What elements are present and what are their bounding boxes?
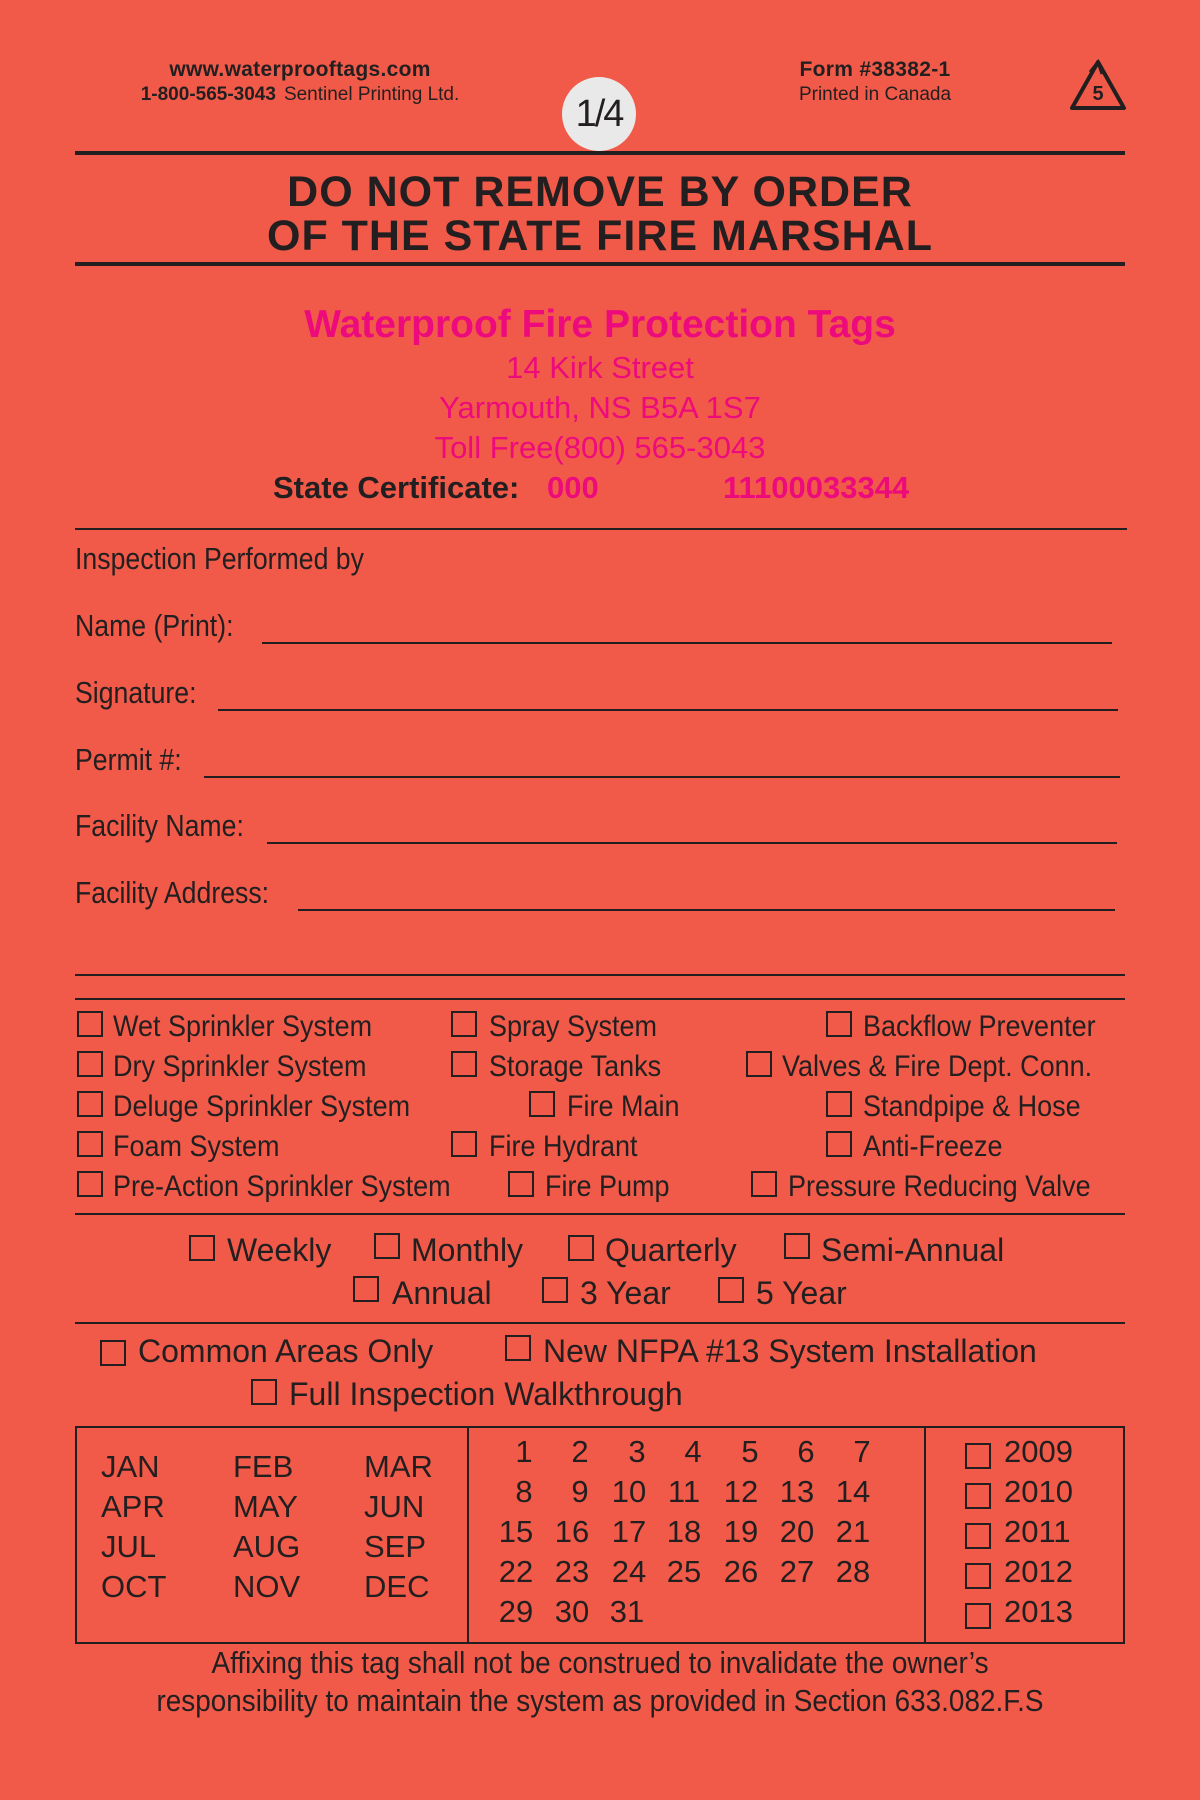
facility-name-field[interactable] — [267, 842, 1117, 844]
day-cell[interactable]: 23 — [554, 1554, 590, 1589]
day-cell[interactable]: 5 — [741, 1434, 759, 1469]
day-cell[interactable]: 26 — [723, 1554, 759, 1589]
label-3-year: 3 Year — [580, 1275, 671, 1311]
day-cell[interactable]: 1 — [515, 1434, 533, 1469]
permit-label: Permit #: — [75, 742, 182, 777]
cert-code: 000 — [547, 470, 599, 505]
label-year-2010: 2010 — [1004, 1474, 1073, 1509]
day-cell[interactable]: 28 — [835, 1554, 871, 1589]
checkbox-full-walkthrough[interactable] — [251, 1379, 277, 1405]
month-cell[interactable]: MAY — [233, 1489, 298, 1524]
checkbox-year-2009[interactable] — [965, 1443, 991, 1469]
checkbox-fire-hydrant[interactable] — [451, 1131, 477, 1157]
checkbox-new-nfpa13[interactable] — [505, 1335, 531, 1361]
day-cell[interactable]: 3 — [628, 1434, 646, 1469]
month-cell[interactable]: DEC — [364, 1569, 430, 1604]
day-cell[interactable]: 29 — [498, 1594, 534, 1629]
checkbox-dry-sprinkler[interactable] — [77, 1051, 103, 1077]
day-cell[interactable]: 6 — [797, 1434, 815, 1469]
label-year-2009: 2009 — [1004, 1434, 1073, 1469]
checkbox-semi-annual[interactable] — [784, 1233, 810, 1259]
checkbox-quarterly[interactable] — [568, 1235, 594, 1261]
checkbox-foam-system[interactable] — [77, 1131, 103, 1157]
form-info — [700, 58, 1050, 106]
facility-address-field[interactable] — [298, 909, 1115, 911]
label-new-nfpa13: New NFPA #13 System Installation — [543, 1333, 1037, 1369]
month-cell[interactable]: JUN — [364, 1489, 425, 1524]
month-cell[interactable]: SEP — [364, 1529, 427, 1564]
disclaimer-line1: Affixing this tag shall not be construed to invalidate the owner’s — [211, 1645, 989, 1680]
label-anti-freeze: Anti-Freeze — [863, 1130, 1003, 1163]
label-wet-sprinkler: Wet Sprinkler System — [113, 1010, 373, 1043]
checkbox-annual[interactable] — [353, 1276, 379, 1302]
frequency-top-rule — [75, 1213, 1125, 1215]
website-text: www.waterprooftags.com — [169, 58, 431, 81]
printer-name: Sentinel Printing Ltd. — [283, 84, 460, 105]
warning-title — [75, 170, 1125, 258]
legal-disclaimer — [60, 1644, 1140, 1720]
label-monthly: Monthly — [411, 1232, 524, 1268]
day-cell[interactable]: 25 — [666, 1554, 702, 1589]
disclaimer-line2: responsibility to maintain the system as provided in Section 633.082.F.S — [156, 1683, 1044, 1718]
label-backflow-preventer: Backflow Preventer — [863, 1010, 1096, 1043]
title-top-rule — [75, 151, 1125, 155]
label-spray-system: Spray System — [489, 1010, 658, 1043]
facility-address-field-line2[interactable] — [75, 974, 1125, 976]
month-cell[interactable]: JAN — [101, 1449, 160, 1484]
day-cell[interactable]: 20 — [779, 1514, 815, 1549]
day-cell[interactable]: 4 — [684, 1434, 702, 1469]
day-cell[interactable]: 15 — [498, 1514, 534, 1549]
checkbox-deluge-sprinkler[interactable] — [77, 1091, 103, 1117]
calendar-divider-2 — [924, 1426, 926, 1644]
company-name: Waterproof Fire Protection Tags — [304, 303, 896, 346]
day-cell[interactable]: 31 — [609, 1594, 645, 1629]
checkbox-valves-fire-dept[interactable] — [746, 1051, 772, 1077]
quarter-badge: 1/4 — [562, 77, 636, 151]
cert-label: State Certificate: — [273, 470, 520, 505]
month-cell[interactable]: OCT — [101, 1569, 167, 1604]
name-field[interactable] — [262, 642, 1112, 644]
label-fire-hydrant: Fire Hydrant — [489, 1130, 638, 1163]
name-label: Name (Print): — [75, 608, 234, 643]
month-cell[interactable]: NOV — [233, 1569, 301, 1604]
checkbox-weekly[interactable] — [189, 1235, 215, 1261]
label-standpipe-hose: Standpipe & Hose — [863, 1090, 1081, 1123]
phone-number: 1-800-565-3043 — [140, 84, 276, 105]
checkbox-year-2013[interactable] — [965, 1603, 991, 1629]
day-cell[interactable]: 12 — [723, 1474, 759, 1509]
label-valves-fire-dept: Valves & Fire Dept. Conn. — [782, 1050, 1093, 1083]
label-fire-pump: Fire Pump — [545, 1170, 670, 1203]
label-year-2013: 2013 — [1004, 1594, 1073, 1629]
printer-line — [0, 84, 600, 106]
label-storage-tanks: Storage Tanks — [489, 1050, 662, 1083]
permit-field[interactable] — [204, 776, 1120, 778]
signature-field[interactable] — [218, 709, 1118, 711]
checkbox-year-2010[interactable] — [965, 1483, 991, 1509]
printed-in-text: Printed in Canada — [798, 84, 952, 105]
checkbox-fire-pump[interactable] — [508, 1171, 534, 1197]
checkbox-standpipe-hose[interactable] — [826, 1091, 852, 1117]
label-year-2012: 2012 — [1004, 1554, 1073, 1589]
recycle-icon — [1068, 58, 1128, 114]
label-5-year: 5 Year — [756, 1275, 847, 1311]
printer-info — [0, 58, 600, 106]
day-cell[interactable]: 10 — [611, 1474, 647, 1509]
label-deluge-sprinkler: Deluge Sprinkler System — [113, 1090, 411, 1123]
facility-name-label: Facility Name: — [75, 808, 244, 843]
label-semi-annual: Semi-Annual — [821, 1232, 1005, 1268]
company-city: Yarmouth, NS B5A 1S7 — [439, 390, 761, 425]
month-cell[interactable]: AUG — [233, 1529, 301, 1564]
company-block — [0, 302, 1200, 468]
label-foam-system: Foam System — [113, 1130, 280, 1163]
inspection-heading: Inspection Performed by — [75, 541, 364, 576]
label-pressure-reducing-valve: Pressure Reducing Valve — [788, 1170, 1091, 1203]
month-cell[interactable]: JUL — [101, 1529, 157, 1564]
label-common-areas: Common Areas Only — [138, 1333, 434, 1369]
day-cell[interactable]: 2 — [571, 1434, 589, 1469]
checkbox-fire-main[interactable] — [529, 1091, 555, 1117]
day-cell[interactable]: 17 — [611, 1514, 647, 1549]
day-cell[interactable]: 24 — [611, 1554, 647, 1589]
checkbox-year-2011[interactable] — [965, 1523, 991, 1549]
day-cell[interactable]: 16 — [554, 1514, 590, 1549]
day-cell[interactable]: 14 — [835, 1474, 871, 1509]
calendar-divider-1 — [467, 1426, 469, 1644]
day-cell[interactable]: 13 — [779, 1474, 815, 1509]
title-bottom-rule — [75, 262, 1125, 266]
label-fire-main: Fire Main — [567, 1090, 680, 1123]
day-cell[interactable]: 11 — [667, 1474, 701, 1509]
label-quarterly: Quarterly — [605, 1232, 737, 1268]
label-annual: Annual — [392, 1275, 492, 1311]
company-street: 14 Kirk Street — [506, 350, 694, 385]
month-cell[interactable]: FEB — [233, 1449, 294, 1484]
label-dry-sprinkler: Dry Sprinkler System — [113, 1050, 367, 1083]
day-cell[interactable]: 30 — [554, 1594, 590, 1629]
warning-title-line2: OF THE STATE FIRE MARSHAL — [267, 212, 933, 260]
day-cell[interactable]: 27 — [779, 1554, 815, 1589]
checkbox-backflow-preventer[interactable] — [826, 1011, 852, 1037]
recycle-number: 5 — [1092, 83, 1104, 105]
checkbox-storage-tanks[interactable] — [451, 1051, 477, 1077]
scope-top-rule — [75, 1322, 1125, 1324]
checkbox-spray-system[interactable] — [451, 1011, 477, 1037]
label-full-walkthrough: Full Inspection Walkthrough — [289, 1376, 683, 1412]
checkbox-pre-action-sprinkler[interactable] — [77, 1171, 103, 1197]
label-pre-action-sprinkler: Pre-Action Sprinkler System — [113, 1170, 451, 1203]
day-cell[interactable]: 7 — [853, 1434, 871, 1469]
systems-top-rule — [75, 998, 1125, 1000]
cert-number: 11100033344 — [723, 470, 910, 505]
month-cell[interactable]: APR — [101, 1489, 165, 1524]
day-cell[interactable]: 22 — [498, 1554, 534, 1589]
checkbox-3-year[interactable] — [542, 1277, 568, 1303]
month-cell[interactable]: MAR — [364, 1449, 433, 1484]
label-year-2011: 2011 — [1004, 1514, 1071, 1549]
checkbox-monthly[interactable] — [374, 1233, 400, 1259]
section-divider — [75, 528, 1127, 530]
day-cell[interactable]: 8 — [515, 1474, 533, 1509]
label-weekly: Weekly — [227, 1232, 332, 1268]
day-cell[interactable]: 21 — [835, 1514, 871, 1549]
checkbox-5-year[interactable] — [718, 1277, 744, 1303]
checkbox-year-2012[interactable] — [965, 1563, 991, 1589]
signature-label: Signature: — [75, 675, 197, 710]
form-number: Form #38382-1 — [799, 58, 951, 81]
checkbox-common-areas[interactable] — [100, 1340, 126, 1366]
day-cell[interactable]: 19 — [723, 1514, 759, 1549]
company-phone: Toll Free(800) 565-3043 — [434, 430, 766, 465]
warning-title-line1: DO NOT REMOVE BY ORDER — [287, 168, 913, 216]
checkbox-wet-sprinkler[interactable] — [77, 1011, 103, 1037]
day-cell[interactable]: 9 — [571, 1474, 589, 1509]
checkbox-pressure-reducing-valve[interactable] — [751, 1171, 777, 1197]
day-cell[interactable]: 18 — [666, 1514, 702, 1549]
facility-address-label: Facility Address: — [75, 875, 270, 910]
checkbox-anti-freeze[interactable] — [826, 1131, 852, 1157]
